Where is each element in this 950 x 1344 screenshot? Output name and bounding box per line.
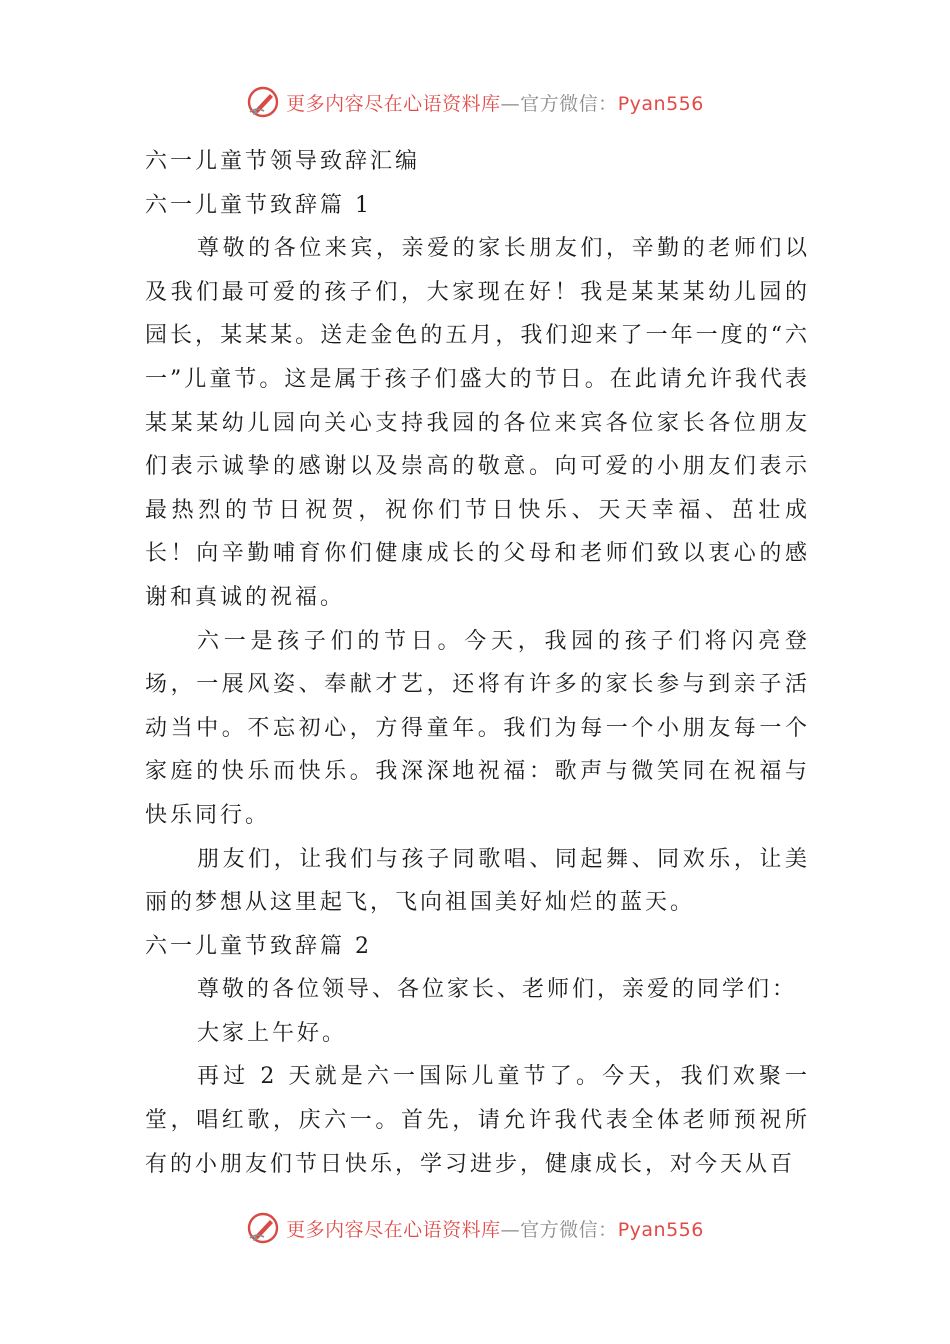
document-title: 六一儿童节领导致辞汇编 xyxy=(145,149,421,174)
banner-wechat-id: Pyan556 xyxy=(617,92,704,115)
banner-wechat-label: 官方微信： xyxy=(520,1218,618,1241)
banner-text xyxy=(286,1215,704,1242)
pen-logo-icon xyxy=(246,1211,280,1245)
footer-banner xyxy=(0,1208,950,1248)
section-1-paragraph-3: 朋友们，让我们与孩子同歌唱、同起舞、同欢乐，让美丽的梦想从这里起飞，飞向祖国美好灿烂的蓝天。 xyxy=(145,846,810,916)
section-2-salutation: 尊敬的各位领导、各位家长、老师们，亲爱的同学们： xyxy=(197,977,798,1003)
document-body xyxy=(145,140,810,1186)
header-banner xyxy=(0,82,950,122)
banner-dash: — xyxy=(500,92,521,115)
pen-logo-icon xyxy=(246,85,280,119)
banner-dash: — xyxy=(500,1218,521,1241)
banner-wechat-id: Pyan556 xyxy=(617,1218,704,1241)
section-1-paragraph-1: 尊敬的各位来宾，亲爱的家长朋友们，辛勤的老师们以及我们最可爱的孩子们，大家现在好！我是某某某幼儿园的园长，某某某。送走金色的五月，我们迎来了一年一度的“六一”儿童节。这是属于孩子们盛大的节日。在此请允许我代表某某某幼儿园向关心支持我园的各位来宾各位家长各位朋友们表示诚挚的感谢以及崇高的敬意。向可爱的小朋友们表示最热烈的节日祝贺，祝你们节日快乐、天天幸福、茁壮成长！向辛勤哺育你们健康成长的父母和老师们致以衷心的感谢和真诚的祝福。 xyxy=(145,236,810,610)
section-1-heading: 六一儿童节致辞篇 1 xyxy=(145,192,372,218)
section-2-greeting: 大家上午好。 xyxy=(197,1020,348,1046)
banner-site-name: 更多内容尽在心语资料库 xyxy=(286,1218,501,1241)
banner-text xyxy=(286,89,704,116)
section-2-paragraph-1: 再过 2 天就是六一国际儿童节了。今天，我们欢聚一堂，唱红歌，庆六一。首先，请允许我代表全体老师预祝所有的小朋友们节日快乐，学习进步，健康成长，对今天从百 xyxy=(145,1064,810,1177)
banner-site-name: 更多内容尽在心语资料库 xyxy=(286,92,501,115)
banner-wechat-label: 官方微信： xyxy=(520,92,618,115)
section-1-paragraph-2: 六一是孩子们的节日。今天，我园的孩子们将闪亮登场，一展风姿、奉献才艺，还将有许多的家长参与到亲子活动当中。不忘初心，方得童年。我们为每一个小朋友每一个家庭的快乐而快乐。我深深地祝福：歌声与微笑同在祝福与快乐同行。 xyxy=(145,628,810,828)
section-2-heading: 六一儿童节致辞篇 2 xyxy=(145,933,372,959)
